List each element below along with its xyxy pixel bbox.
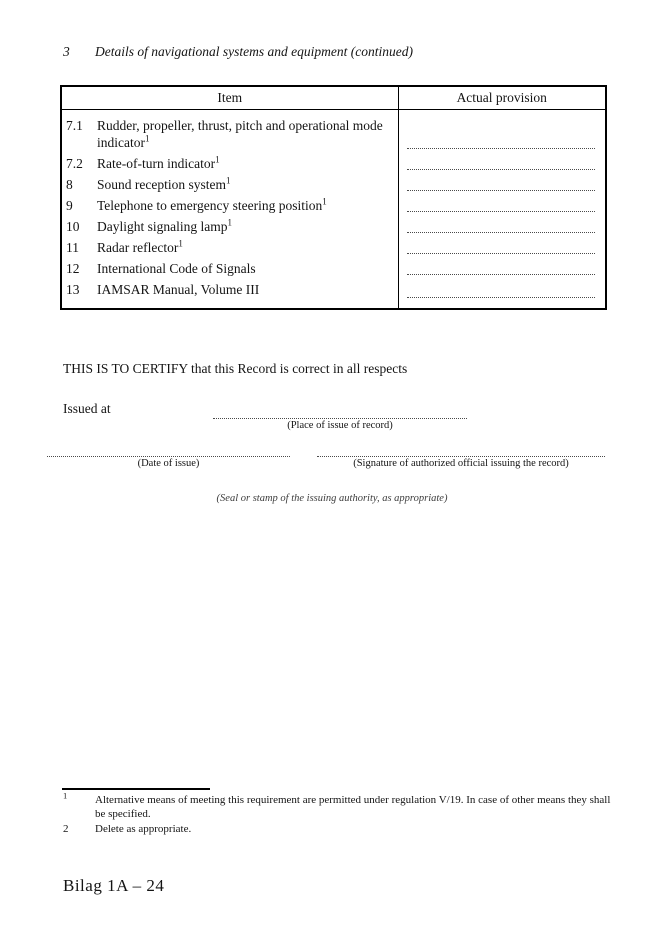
item-text: Radar reflector — [97, 240, 179, 255]
section-number: 3 — [63, 44, 70, 59]
signature-caption: (Signature of authorized official issuing the record) — [353, 458, 569, 469]
item-label — [97, 197, 392, 214]
item-number: 12 — [66, 261, 80, 276]
table-header-row — [61, 86, 606, 110]
provision-fill-line — [407, 176, 596, 191]
table-row — [61, 237, 606, 258]
item-number: 10 — [66, 219, 80, 234]
item-label — [97, 281, 392, 298]
provision-fill-line — [407, 260, 596, 275]
item-label — [97, 176, 392, 193]
place-of-issue-caption: (Place of issue of record) — [287, 420, 393, 431]
footnote-marker: 2 — [63, 823, 69, 835]
equipment-table — [60, 85, 607, 310]
item-number: 9 — [66, 198, 73, 213]
item-text: International Code of Signals — [97, 261, 256, 276]
provision-fill-line — [407, 134, 596, 149]
section-title: Details of navigational systems and equipment (continued) — [95, 44, 413, 59]
column-header-item: Item — [61, 86, 398, 110]
table-row — [61, 279, 606, 309]
footnote-2 — [63, 822, 611, 836]
provision-fill-line — [407, 218, 596, 233]
place-of-issue-fill-line — [213, 399, 467, 419]
footnote-1 — [63, 790, 611, 821]
footnote-marker-sup: 1 — [63, 790, 68, 801]
provision-fill-line — [407, 197, 596, 212]
table-row — [61, 195, 606, 216]
table-row — [61, 110, 606, 154]
footnote-reference: 1 — [227, 217, 232, 228]
footnote-reference: 1 — [178, 238, 183, 249]
date-of-issue-caption: (Date of issue) — [137, 458, 200, 469]
page-label: Bilag 1A – 24 — [63, 876, 165, 895]
item-text: Daylight signaling lamp — [97, 219, 228, 234]
item-text: IAMSAR Manual, Volume III — [97, 282, 260, 297]
footnote-text: Delete as appropriate. — [95, 823, 192, 835]
column-header-provision: Actual provision — [398, 86, 606, 110]
provision-fill-line — [407, 155, 596, 170]
item-number: 7.2 — [66, 156, 83, 171]
footnote-reference: 1 — [215, 154, 220, 165]
item-number: 7.1 — [66, 118, 83, 133]
item-number: 11 — [66, 240, 79, 255]
table-row — [61, 153, 606, 174]
seal-caption: (Seal or stamp of the issuing authority, as appropriate) — [216, 493, 448, 504]
issued-at-label: Issued at — [63, 401, 111, 416]
item-text: Rate-of-turn indicator — [97, 156, 216, 171]
table-row — [61, 174, 606, 195]
table-row — [61, 258, 606, 279]
footnote-marker — [63, 790, 95, 821]
footnote-reference: 1 — [144, 133, 150, 144]
provision-fill-line — [407, 283, 596, 298]
item-number: 8 — [66, 177, 73, 192]
item-label — [97, 260, 392, 277]
footnote-text: Alternative means of meeting this requirement are permitted under regulation V/19. In case of other means they shall be specified. — [95, 794, 611, 820]
item-label — [97, 155, 392, 172]
section-heading — [63, 44, 603, 60]
provision-fill-line — [407, 239, 596, 254]
item-label — [97, 218, 392, 235]
item-text: Telephone to emergency steering position — [97, 198, 323, 213]
item-number: 13 — [66, 282, 80, 297]
footnotes — [63, 790, 611, 837]
item-label — [97, 117, 392, 151]
item-text: Rudder, propeller, thrust, pitch and operational mode indicator — [97, 118, 383, 150]
item-text: Sound reception system — [97, 177, 226, 192]
date-of-issue-fill-line — [47, 437, 290, 457]
footnote-separator — [62, 788, 210, 790]
item-label — [97, 239, 392, 256]
footnote-reference: 1 — [225, 175, 231, 186]
certification-statement: THIS IS TO CERTIFY that this Record is correct in all respects — [63, 361, 408, 376]
signature-fill-line — [317, 437, 605, 457]
table-row — [61, 216, 606, 237]
footnote-reference: 1 — [322, 196, 327, 207]
